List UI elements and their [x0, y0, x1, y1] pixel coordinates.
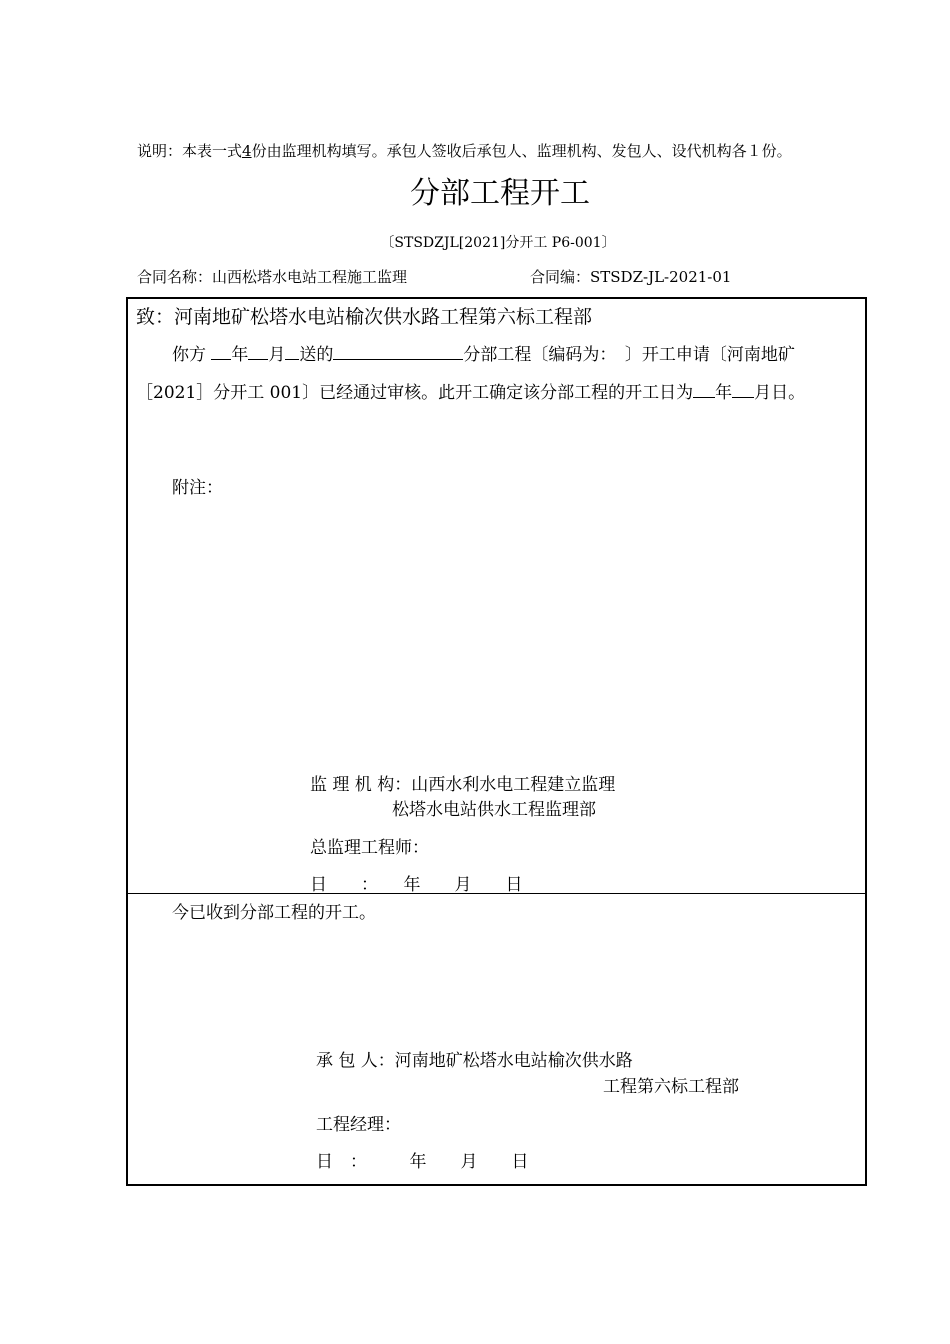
- day-blank[interactable]: [285, 341, 299, 360]
- start-month-blank[interactable]: [732, 379, 754, 398]
- month-blank[interactable]: [248, 341, 268, 360]
- contract-name: 合同名称：山西松塔水电站工程施工监理: [137, 268, 408, 286]
- attachment-label: 附注：: [172, 478, 223, 498]
- contractor-date: 日 ： 年 月 日: [316, 1152, 529, 1172]
- project-manager-label: 工程经理：: [316, 1115, 401, 1135]
- copies-count: 4: [242, 142, 252, 160]
- recipient-line: 致：河南地矿松塔水电站榆次供水路工程第六标工程部: [136, 306, 593, 328]
- project-name-blank[interactable]: [333, 341, 463, 360]
- page-title: 分部工程开工: [410, 176, 590, 211]
- start-year-blank[interactable]: [693, 379, 715, 398]
- form-note: 说明：本表一式4份由监理机构填写。承包人签收后承包人、监理机构、发包人、设代机构各１份。: [137, 142, 792, 160]
- contract-number: 合同编：STSDZ-JL-2021-01: [530, 268, 732, 286]
- chief-engineer-label: 总监理工程师：: [310, 838, 429, 858]
- supervisor-date: 日 ： 年 月 日: [310, 875, 523, 895]
- document-code: 〔STSDZJL[2021]分开工 P6-001〕: [380, 235, 616, 251]
- approval-paragraph: 你方 年 月 送的 分部工程〔编码为： 〕开工申请〔河南地矿［2021］分开工 001〕已经通过审核。此开工确定该分部工程的开工日为 年 月日。: [136, 336, 860, 412]
- contractor-name-line2: 工程第六标工程部: [603, 1077, 739, 1097]
- receipt-statement: 今已收到分部工程的开工。: [172, 903, 376, 923]
- supervisor-org: 监 理 机 构：山西水利水电工程建立监理: [310, 775, 616, 795]
- supervisor-org-line2: 松塔水电站供水工程监理部: [392, 800, 596, 820]
- year-blank[interactable]: [211, 341, 231, 360]
- contractor-name: 承 包 人：河南地矿松塔水电站榆次供水路: [316, 1051, 633, 1071]
